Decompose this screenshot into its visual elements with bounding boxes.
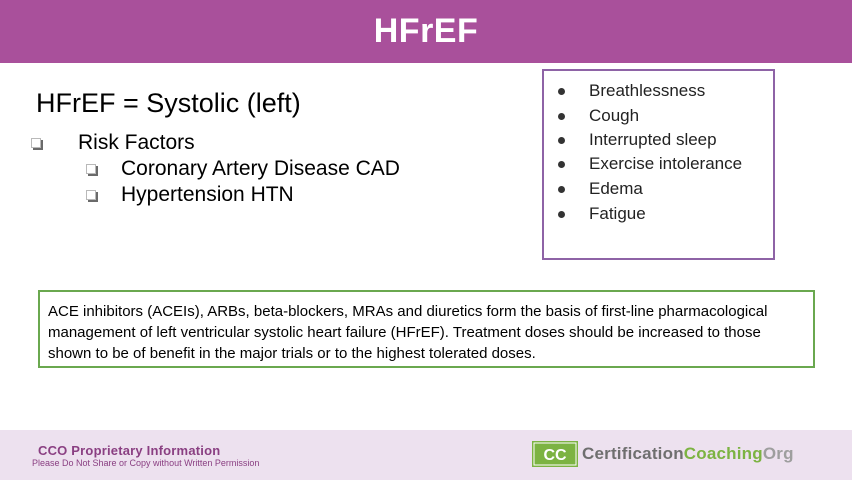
footer-subtitle: Please Do Not Share or Copy without Written Permission [32, 458, 260, 468]
bullet-dot-icon [558, 186, 565, 193]
cc-logo-icon [532, 441, 578, 467]
symptom-label: Exercise intolerance [589, 154, 743, 173]
list-item-cad [86, 157, 400, 181]
list-item-label: Hypertension HTN [121, 183, 294, 206]
bullet-dot-icon [558, 88, 565, 95]
list-item-risk-factors [31, 131, 195, 155]
checkbox-bullet-icon [86, 164, 96, 174]
list-item-label: Risk Factors [78, 131, 195, 154]
symptom-item [558, 179, 643, 199]
main-heading: HFrEF = Systolic (left) [36, 88, 301, 118]
symptom-label: Interrupted sleep [589, 130, 717, 149]
list-item-htn [86, 183, 294, 207]
symptom-item [558, 130, 717, 150]
symptom-item [558, 106, 639, 126]
symptom-item [558, 81, 705, 101]
footer-title: CCO Proprietary Information [38, 443, 221, 458]
svg-text:CC: CC [543, 447, 567, 464]
list-item-label: Coronary Artery Disease CAD [121, 157, 400, 180]
symptoms-box [542, 69, 775, 260]
symptom-item [558, 154, 742, 174]
title-bar [0, 0, 852, 63]
treatment-note-text: ACE inhibitors (ACEIs), ARBs, beta-blockers, MRAs and diuretics form the basis of first-line pharmacological management of left ventricular systolic heart failure (HFrEF). Treatment doses should be increased to those shown to be of benefit in the major trials or to the highest tolerated doses. [48, 303, 768, 362]
bullet-dot-icon [558, 211, 565, 218]
symptom-label: Edema [589, 179, 643, 198]
bullet-dot-icon [558, 137, 565, 144]
checkbox-bullet-icon [31, 138, 41, 148]
checkbox-bullet-icon [86, 190, 96, 200]
symptom-label: Breathlessness [589, 81, 706, 100]
logo-wordmark: CertificationCoachingOrg [582, 444, 794, 463]
footer [0, 430, 852, 480]
symptom-label: Fatigue [589, 204, 646, 223]
bullet-dot-icon [558, 161, 565, 168]
bullet-dot-icon [558, 113, 565, 120]
company-logo [532, 441, 794, 467]
symptom-label: Cough [589, 106, 640, 125]
treatment-note [38, 290, 815, 368]
slide-title: HFrEF [373, 12, 479, 50]
symptom-item [558, 204, 646, 224]
